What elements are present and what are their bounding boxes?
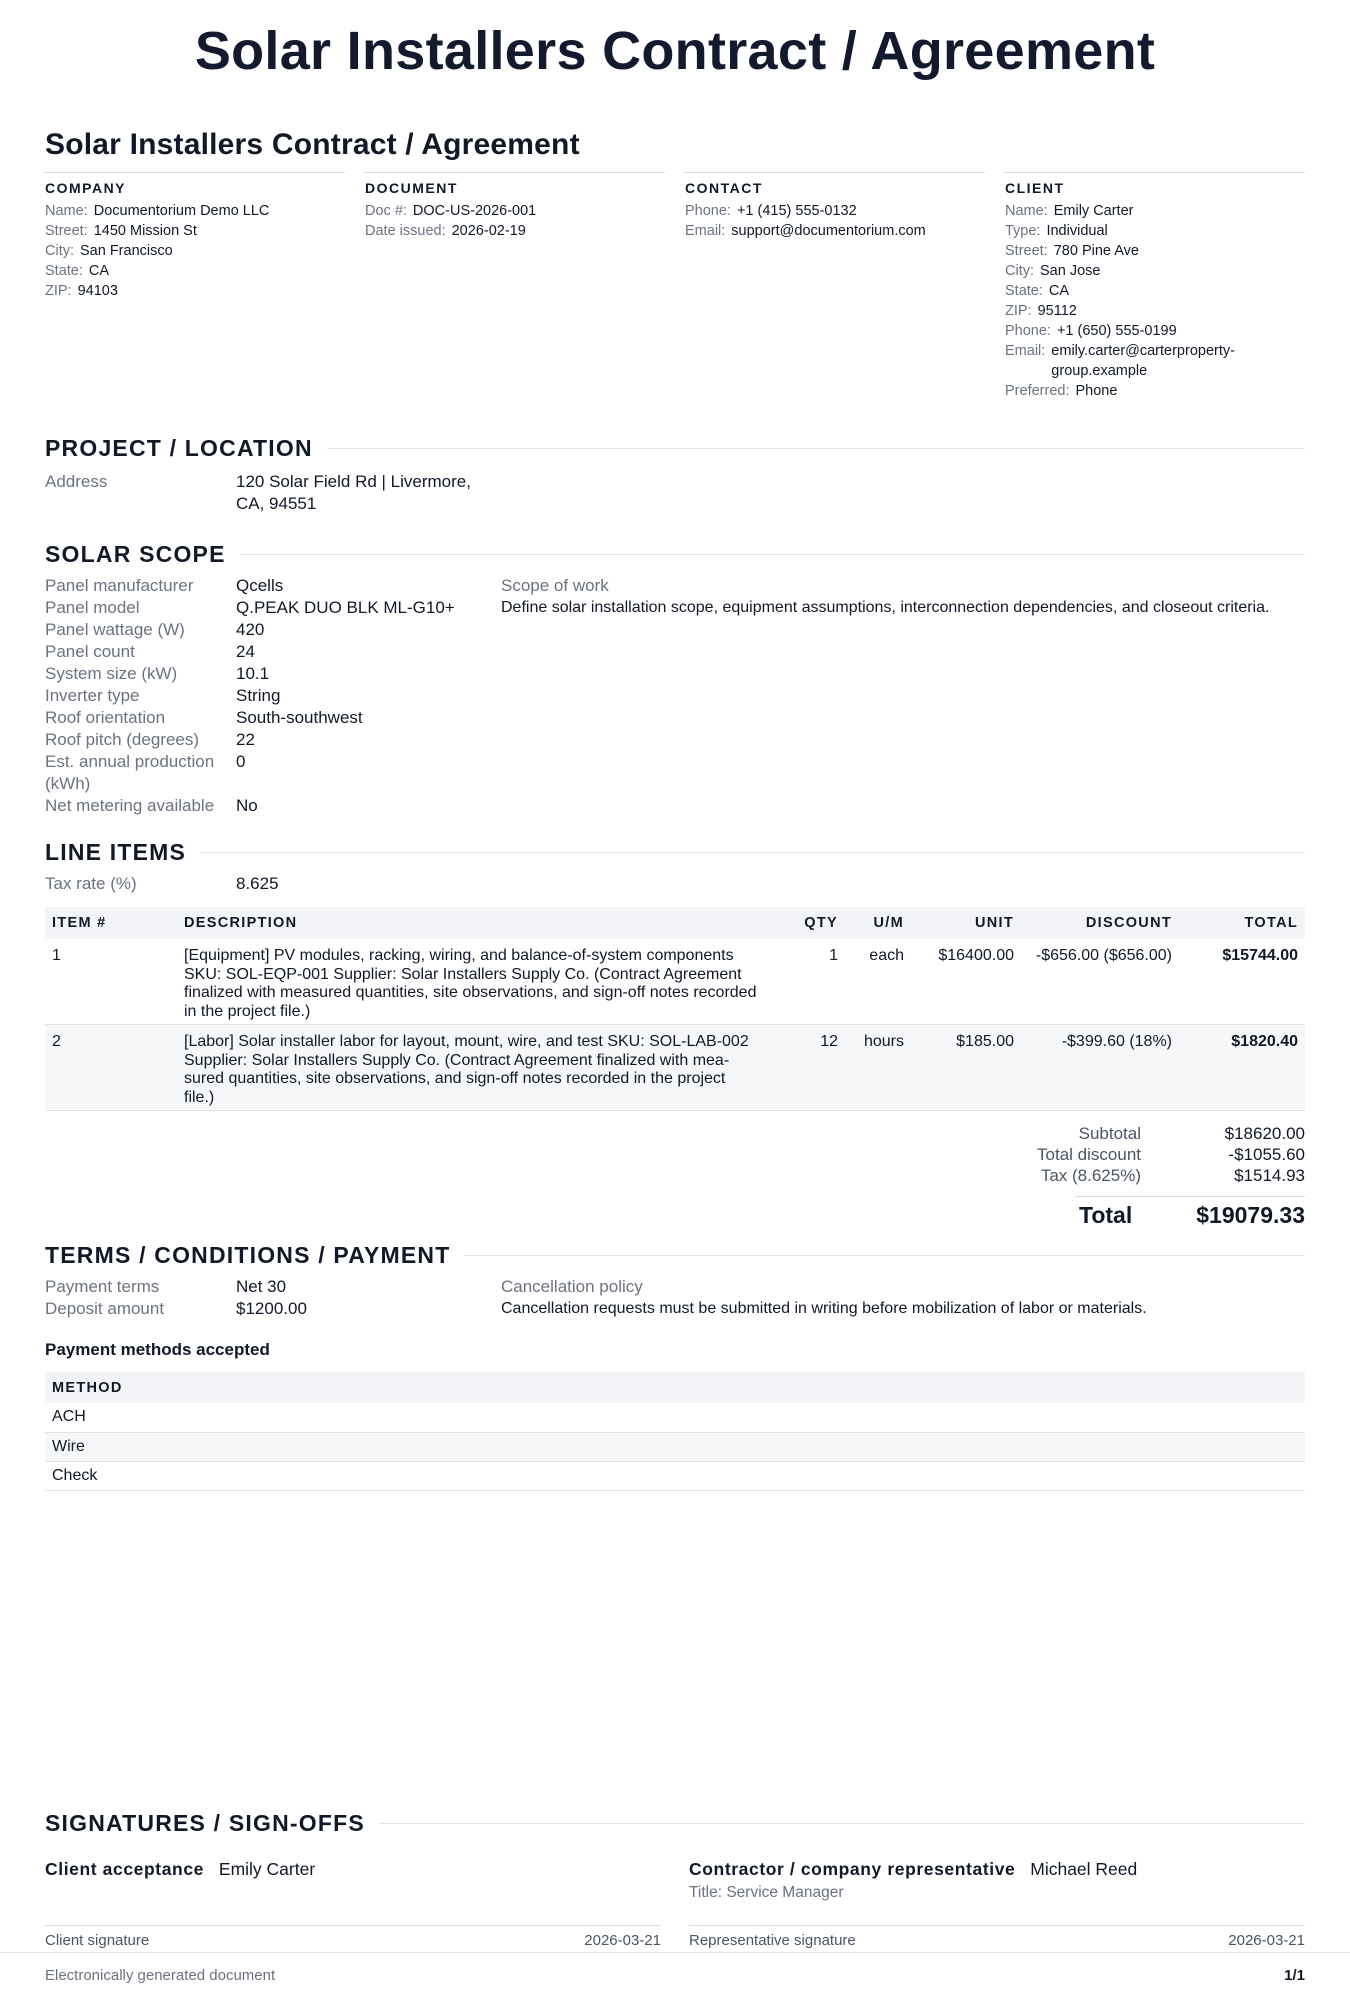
line-item-description (177, 1025, 785, 1111)
client-field-row (1005, 341, 1305, 381)
scope-field-value: 10.1 (236, 664, 270, 683)
document-field-row (365, 201, 665, 221)
line-items-body (45, 939, 1305, 1111)
line-item-qty: 1 (785, 939, 845, 1025)
scope-fields (45, 575, 501, 817)
contact-field-row (685, 201, 985, 221)
scope-of-work (501, 575, 1305, 817)
client-field-value: San Jose (1040, 263, 1101, 279)
terms-fields (45, 1276, 501, 1320)
line-items-table (45, 907, 1305, 1111)
company-field-value: CA (88, 263, 110, 279)
company-field-row (45, 201, 345, 221)
scope-field-label: Net metering available (45, 796, 215, 815)
scope-of-work-label: Scope of work (501, 576, 609, 595)
subtotal-label: Subtotal (1078, 1124, 1141, 1143)
document-field-label: Date issued: (365, 223, 446, 239)
deposit-label: Deposit amount (45, 1299, 165, 1318)
line-item-unit-price: $16400.00 (911, 939, 1021, 1025)
info-grid (45, 172, 1305, 401)
address-value (236, 471, 471, 515)
line-item-discount: -$656.00 ($656.00) (1021, 939, 1179, 1025)
scope-field-row (45, 597, 501, 619)
company-field-value: San Francisco (80, 243, 173, 259)
address-label: Address (45, 472, 108, 491)
col-um: U/M (845, 907, 911, 939)
col-total: TOTAL (1179, 907, 1305, 939)
scope-field-row (45, 751, 501, 795)
scope-field-value: Q.PEAK DUO BLK ML-G10+ (236, 598, 455, 617)
scope-field-label: Roof pitch (degrees) (45, 730, 200, 749)
client-field-label: City: (1005, 263, 1034, 279)
tax-value: $1514.93 (1234, 1166, 1305, 1185)
client-field-label: Preferred: (1005, 383, 1070, 399)
line-item-row (45, 1025, 1305, 1111)
scope-field-label: Panel model (45, 598, 140, 617)
scope-field-value: South-southwest (236, 708, 363, 727)
company-field-value: 94103 (77, 283, 118, 299)
line-item-total: $15744.00 (1179, 939, 1305, 1025)
contact-field-value: support@documentorium.com (731, 223, 926, 239)
representative-signature-block (689, 1857, 1305, 1949)
document-heading: DOCUMENT (365, 180, 458, 196)
line-items-section-heading (45, 837, 1305, 867)
line-item-description (177, 939, 785, 1025)
client-field-value: 780 Pine Ave (1053, 243, 1139, 259)
document-page (45, 0, 1305, 2000)
line-item-row (45, 939, 1305, 1025)
page-number: 1/1 (1284, 1967, 1305, 1984)
tax-rate-value: 8.625 (236, 874, 279, 893)
client-field-row (1005, 381, 1305, 401)
representative-title: Title: Service Manager (689, 1883, 844, 1901)
scope-field-row (45, 619, 501, 641)
company-block (45, 172, 345, 401)
total-discount-label: Total discount (1037, 1145, 1141, 1164)
contact-field-label: Phone: (685, 203, 731, 219)
payment-method: Wire (45, 1432, 1305, 1461)
company-field-row (45, 221, 345, 241)
line-item-number: 2 (45, 1025, 177, 1111)
scope-field-value: 0 (236, 752, 246, 771)
scope-field-row (45, 641, 501, 663)
payment-method-row (45, 1461, 1305, 1490)
document-field-value: DOC-US-2026-001 (412, 203, 537, 219)
client-field-row (1005, 201, 1305, 221)
client-field-row (1005, 261, 1305, 281)
project-heading-text: PROJECT / LOCATION (45, 434, 313, 461)
main-title: Solar Installers Contract / Agreement (194, 21, 1156, 81)
client-field-value: 95112 (1037, 303, 1077, 319)
payment-terms-row (45, 1276, 501, 1298)
company-field-value: Documentorium Demo LLC (93, 203, 270, 219)
tax-rate-label: Tax rate (%) (45, 874, 137, 893)
client-field-label: Phone: (1005, 323, 1051, 339)
terms-section-heading (45, 1240, 1305, 1270)
client-signature-block (45, 1857, 661, 1949)
scope-field-value: No (236, 796, 258, 815)
terms-body (45, 1276, 1305, 1320)
payment-method: Check (45, 1461, 1305, 1490)
line-item-um: hours (845, 1025, 911, 1111)
total-discount-row (45, 1144, 1305, 1165)
description-line: finalized with measured quantities, site observations, and sign-off notes recorded (184, 984, 757, 1001)
description-line: SKU: SOL-EQP-001 Supplier: Solar Installers Supply Co. (Contract Agreement (184, 965, 742, 983)
client-field-row (1005, 281, 1305, 301)
subtotal-value: $18620.00 (1224, 1124, 1305, 1143)
scope-field-value: String (236, 686, 281, 705)
document-subtitle: Solar Installers Contract / Agreement (45, 128, 580, 161)
cancellation-label: Cancellation policy (501, 1277, 643, 1296)
company-field-label: City: (45, 243, 74, 259)
client-field-label: Name: (1005, 203, 1048, 219)
footer-note: Electronically generated document (45, 1967, 276, 1984)
cancellation-text: Cancellation requests must be submitted in writing before mobilization of labor or materials. (501, 1300, 1147, 1317)
company-field-label: State: (45, 263, 83, 279)
scope-of-work-text: Define solar installation scope, equipment assumptions, interconnection dependencies, and closeout criteria. (501, 599, 1270, 616)
client-fields (1005, 201, 1305, 401)
client-field-value: emily.carter@carterproperty-group.example (1051, 343, 1235, 379)
payment-methods-body (45, 1403, 1305, 1490)
deposit-row (45, 1298, 501, 1320)
client-field-row (1005, 241, 1305, 261)
representative-signature-date: 2026-03-21 (1228, 1931, 1305, 1949)
document-field-label: Doc #: (365, 203, 407, 219)
scope-field-row (45, 729, 501, 751)
company-field-label: Name: (45, 203, 88, 219)
client-field-label: Street: (1005, 243, 1048, 259)
payment-methods-header-row (45, 1372, 1305, 1403)
col-unit: UNIT (911, 907, 1021, 939)
payment-terms-value: Net 30 (236, 1277, 287, 1296)
scope-field-label: System size (kW) (45, 664, 178, 683)
contact-heading: CONTACT (685, 180, 763, 196)
project-section-heading (45, 433, 1305, 463)
payment-methods-title: Payment methods accepted (45, 1340, 270, 1359)
representative-name: Michael Reed (1030, 1858, 1138, 1879)
document-fields (365, 201, 665, 241)
company-field-value: 1450 Mission St (93, 223, 197, 239)
representative-signature-label: Representative signature (689, 1931, 856, 1949)
scope-field-row (45, 575, 501, 597)
tax-label: Tax (8.625%) (1040, 1166, 1141, 1185)
col-discount: DISCOUNT (1021, 907, 1179, 939)
company-field-row (45, 261, 345, 281)
client-signature-line[interactable] (45, 1925, 661, 1949)
client-heading: CLIENT (1005, 180, 1065, 196)
company-field-label: Street: (45, 223, 88, 239)
scope-field-row (45, 707, 501, 729)
client-field-value: +1 (650) 555-0199 (1056, 323, 1177, 339)
company-field-row (45, 281, 345, 301)
scope-body (45, 575, 1305, 817)
address-line-1: 120 Solar Field Rd | Livermore, (236, 472, 471, 491)
line-item-unit-price: $185.00 (911, 1025, 1021, 1111)
total-discount-value: -$1055.60 (1228, 1145, 1305, 1164)
description-line: sured quantities, site observations, and sign-off notes recorded in the project (184, 1070, 726, 1087)
representative-label: Contractor / company representative (689, 1858, 1016, 1879)
address-line-2: CA, 94551 (236, 494, 317, 513)
description-line: [Equipment] PV modules, racking, wiring, and balance-of-system components (184, 947, 734, 964)
col-qty: QTY (785, 907, 845, 939)
deposit-value: $1200.00 (236, 1299, 307, 1318)
client-field-label: State: (1005, 283, 1043, 299)
payment-terms-label: Payment terms (45, 1277, 160, 1296)
scope-field-label: Inverter type (45, 686, 140, 705)
scope-field-value: 24 (236, 642, 255, 661)
signatures-heading-text: SIGNATURES / SIGN-OFFS (45, 1810, 365, 1836)
contact-block (685, 172, 985, 401)
tax-row (45, 1165, 1305, 1186)
document-field-value: 2026-02-19 (451, 223, 526, 239)
grand-total-value: $19079.33 (1196, 1202, 1305, 1228)
description-line: in the project file.) (184, 1002, 311, 1020)
grand-total-row (45, 1196, 1305, 1226)
company-field-label: ZIP: (45, 283, 72, 299)
client-field-row (1005, 301, 1305, 321)
line-item-discount: -$399.60 (18%) (1021, 1025, 1179, 1111)
scope-field-value: 420 (236, 620, 265, 639)
representative-signature-line[interactable] (689, 1925, 1305, 1949)
line-item-qty: 12 (785, 1025, 845, 1111)
scope-field-value: 22 (236, 730, 255, 749)
document-field-row (365, 221, 665, 241)
subtotal-row (45, 1123, 1305, 1144)
totals-block (45, 1123, 1305, 1226)
scope-field-row (45, 795, 501, 817)
client-field-value: Emily Carter (1053, 203, 1134, 219)
payment-method-row (45, 1403, 1305, 1432)
payment-methods-table (45, 1372, 1305, 1491)
payment-method: ACH (45, 1403, 1305, 1432)
line-item-total: $1820.40 (1179, 1025, 1305, 1111)
client-field-value: CA (1048, 283, 1070, 299)
company-fields (45, 201, 345, 301)
col-description: DESCRIPTION (177, 907, 785, 939)
client-title-spacer (45, 1883, 661, 1903)
contact-field-label: Email: (685, 223, 726, 239)
scope-field-label: Est. annual production (kWh) (45, 752, 215, 793)
description-line: file.) (184, 1088, 215, 1106)
scope-field-label: Panel wattage (W) (45, 620, 185, 639)
client-field-label: Email: (1005, 343, 1046, 359)
scope-section-heading (45, 539, 1305, 569)
scope-heading-text: SOLAR SCOPE (45, 540, 226, 567)
grand-total-label: Total (1079, 1202, 1133, 1228)
client-acceptance-name: Emily Carter (218, 1858, 316, 1879)
company-heading: COMPANY (45, 180, 127, 196)
client-field-value: Phone (1075, 383, 1118, 399)
page-footer (0, 1952, 1350, 1984)
client-field-row (1005, 321, 1305, 341)
cancellation-policy (501, 1276, 1305, 1320)
client-field-row (1005, 221, 1305, 241)
scope-field-row (45, 663, 501, 685)
contact-field-row (685, 221, 985, 241)
contact-fields (685, 201, 985, 241)
scope-field-value: Qcells (236, 576, 284, 595)
line-items-heading-text: LINE ITEMS (45, 838, 187, 865)
signatures-section-heading (45, 1809, 1305, 1839)
scope-field-label: Panel count (45, 642, 135, 661)
terms-heading-text: TERMS / CONDITIONS / PAYMENT (45, 1241, 451, 1268)
line-item-um: each (845, 939, 911, 1025)
signatures-body (45, 1857, 1305, 1949)
client-block (1005, 172, 1305, 401)
client-field-label: Type: (1005, 223, 1041, 239)
scope-field-label: Panel manufacturer (45, 576, 194, 595)
line-items-header-row (45, 907, 1305, 939)
project-address-row (45, 471, 1305, 515)
client-signature-label: Client signature (45, 1931, 150, 1949)
contact-field-value: +1 (415) 555-0132 (736, 203, 857, 219)
company-field-row (45, 241, 345, 261)
col-method: METHOD (45, 1372, 1305, 1403)
client-signature-date: 2026-03-21 (584, 1931, 661, 1949)
tax-rate-row (45, 873, 1305, 895)
payment-method-row (45, 1432, 1305, 1461)
document-block (365, 172, 665, 401)
client-field-label: ZIP: (1005, 303, 1032, 319)
scope-field-row (45, 685, 501, 707)
description-line: Supplier: Solar Installers Supply Co. (Contract Agreement finalized with mea- (184, 1051, 730, 1069)
client-acceptance-label: Client acceptance (45, 1858, 205, 1879)
client-field-value: Individual (1046, 223, 1108, 239)
scope-field-label: Roof orientation (45, 708, 166, 727)
col-item: ITEM # (45, 907, 177, 939)
line-item-number: 1 (45, 939, 177, 1025)
description-line: [Labor] Solar installer labor for layout, mount, wire, and test SKU: SOL-LAB-002 (184, 1033, 749, 1050)
